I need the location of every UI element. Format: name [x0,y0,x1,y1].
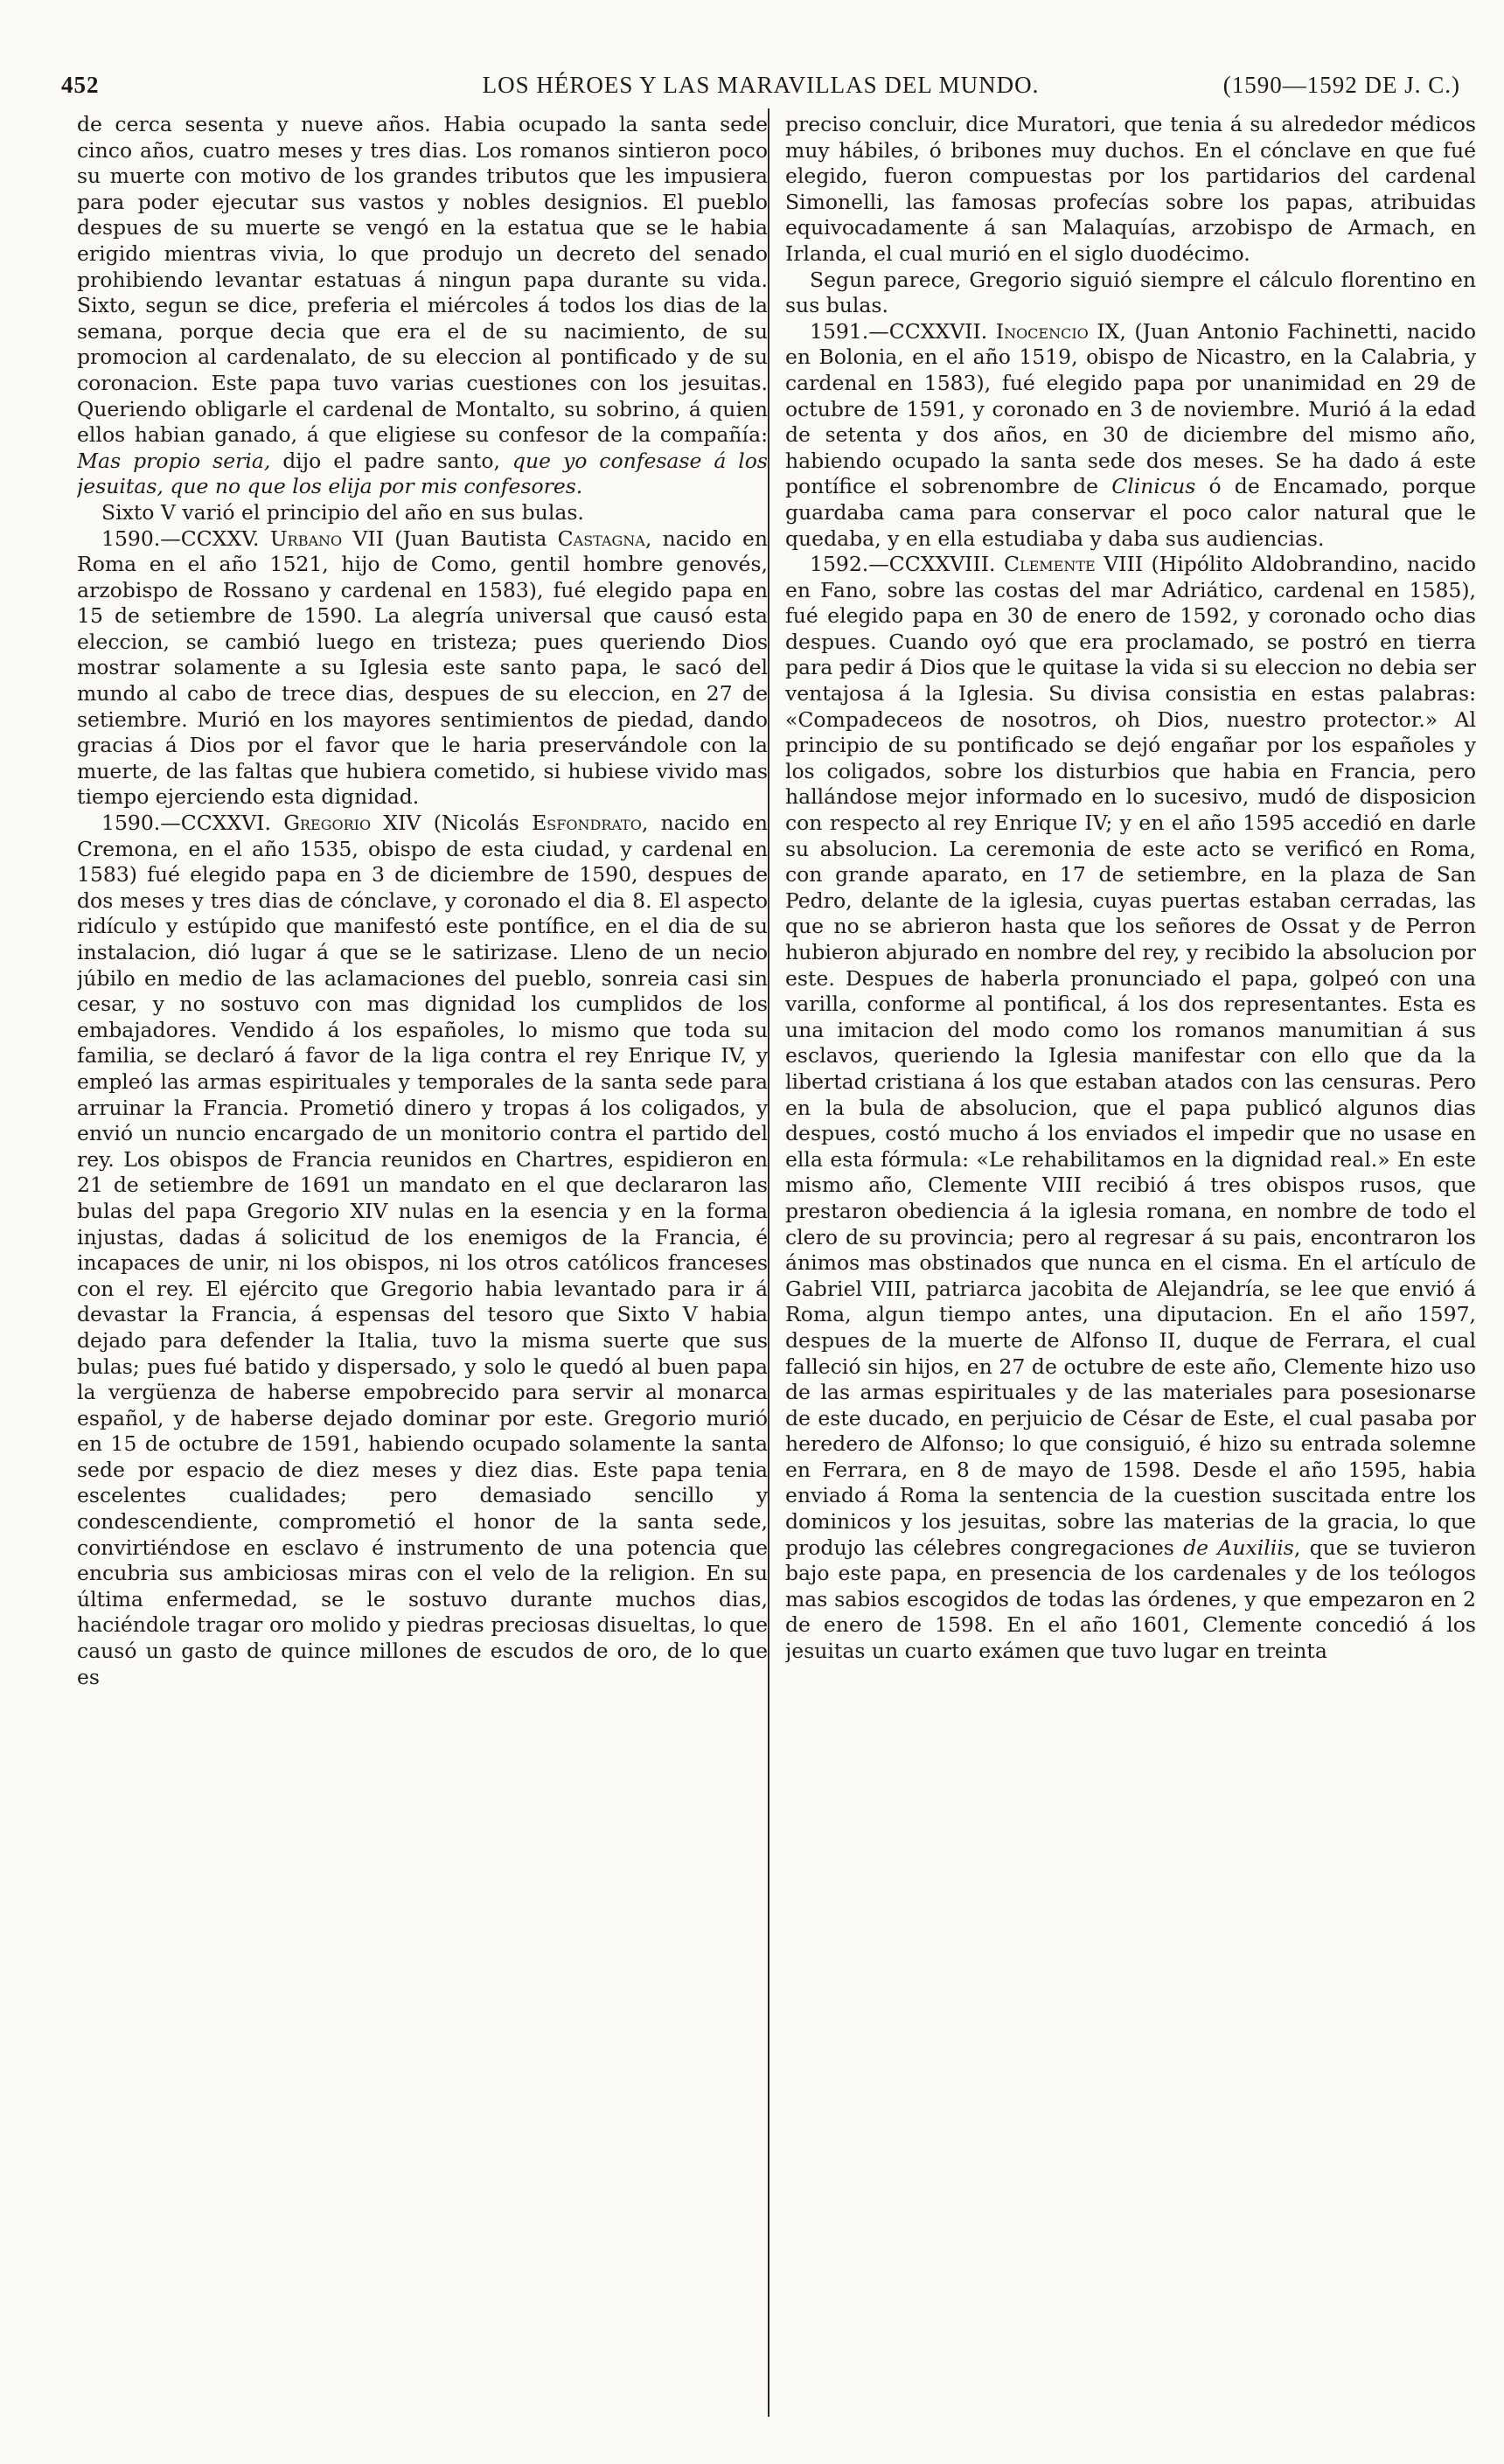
entry-number: 1591.—CCXXVII. [810,318,996,344]
entry-number: 1590.—CCXXVI. [101,811,284,836]
running-header [61,72,1460,107]
pope-name: Clemente VIII [1004,552,1144,577]
text-run: , nacido en Roma en el año 1521, hijo de Como, gentil hombre genovés, arzobispo de Rossano y cardenal en 1583), fué elegido papa en 15 de setiembre de 1590. La alegría universal que causó esta eleccion, se cambió luego en tristeza; pues queriendo Dios mostrar solamente a su Iglesia este santo papa, le sacó del mundo al cabo de trece dias, despues de su eleccion, en 27 de setiembre. Murió en los mayores sentimientos de piedad, dando gracias á Dios por el favor que le haria preservándole con la muerte, de las faltas que hubiera cometido, si hubiese vivido mas tiempo ejerciendo esta dignidad. [77,526,768,810]
quote: que yo confesase á los jesuitas, que no que los elija por mis confesores. [77,448,768,499]
nickname: Clinicus [1111,474,1196,499]
text-run: , nacido en Cremona, en el año 1535, obispo de esta ciudad, y cardenal en 1583) fué elegido papa en 3 de diciembre de 1590, despues de dos meses y tres dias de cónclave, y coronado el dia 8. El aspecto ridículo y estúpido que manifestó este pontífice, en el dia de su instalacion, dió lugar á que se le satirizase. Lleno de un necio júbilo en medio de las aclamaciones del pueblo, sonreia casi sin cesar, y no sostuvo con mas dignidad los cumplidos de los embajadores. Vendido á los españoles, lo mismo que toda su familia, se declaró á favor de la liga contra el rey Enrique IV, y empleó las armas espirituales y temporales de la santa sede para arruinar la Francia. Prometió dinero y tropas á los coligados, y envió un nuncio encargado de un monitorio contra el partido del rey. Los obispos de Francia reunidos en Chartres, espidieron en 21 de setiembre de 1691 un mandato en el que declararon las bulas del papa Gregorio XIV nulas en la esencia y en la forma injustas, dadas á solicitud de los enemigos de la Francia, é incapaces de unir, ni los obispos, ni los otros católicos franceses con el rey. El ejército que Gregorio habia levantado para ir á devastar la Francia, á espensas del tesoro que Sixto V habia dejado para defender la Italia, tuvo la misma suerte que sus bulas; pues fué batido y dispersado, y solo le quedó al buen papa la vergüenza de haberse empobrecido para servir al monarca español, y de haberse dejado dominar por este. Gregorio murió en 15 de octubre de 1591, habiendo ocupado solamente la santa sede por espacio de diez meses y diez dias. Este papa tenia escelentes cualidades; pero demasiado sencillo y condescendiente, comprometió el honor de la santa sede, convirtiéndose en esclavo é instrumento de una potencia que encubria sus ambiciosas miras con el velo de la religion. En su última enfermedad, se le sostuvo durante muchos dias, haciéndole tragar oro molido y piedras preciosas disueltas, lo que causó un gasto de quince millones de escudos de oro, de lo que es [77,811,768,1689]
text-run: ó de Encamado, porque guardaba cama para conservar el poco calor natural que le quedaba, y en ella estudiaba y daba sus audiencias. [785,474,1476,551]
text-run: (Hipólito Aldobrandino, nacido en Fano, sobre las costas del mar Adriático, cardenal en 1585), fué elegido papa en 30 de enero de 1592, y coronado ocho dias despues. Cuando oyó que era proclamado, se postró en tierra para pedir á Dios que le quitase la vida si su eleccion no debia ser ventajosa á la Iglesia. Su divisa consistia en estas palabras: «Compadeceos de nosotros, oh Dios, nuestro protector.» Al principio de su pontificado se dejó engañar por los españoles y los coligados, sobre los disturbios que habia en Francia, pero hallándose mejor informado en lo sucesivo, mudó de disposicion con respecto al rey Enrique IV; y en el año 1595 accedió en darle su absolucion. La ceremonia de este acto se verificó en Roma, con grande aparato, en 17 de setiembre, en la plaza de San Pedro, delante de la iglesia, cuyas puertas estaban cerradas, las que no se abrieron hasta que los señores de Ossat y de Perron hubieron abjurado en nombre del rey, y recibido la absolucion por este. Despues de haberla pronunciado el papa, golpeó con una varilla, conforme al pontifical, á los dos representantes. Esta es una imitacion del modo como los romanos manumitian á sus esclavos, queriendo la Iglesia manifestar con ello que da la libertad cristiana á los que estaban atados con las censuras. Pero en la bula de absolucion, que el papa publicó algunos dias despues, costó mucho á los enviados el impedir que no usase en ella esta fórmula: «Le rehabilitamos en la dignidad real.» En este mismo año, Clemente VIII recibió á tres obispos rusos, que prestaron obediencia á la iglesia romana, en nombre de todo el clero de su provincia; pero al regresar á su pais, encontraron los ánimos mas obstinados que nunca en el cisma. En el artículo de Gabriel VIII, patriarca jacobita de Alejandría, se lee que envió á Roma, algun tiempo antes, una diputacion. En el año 1597, despues de la muerte de Alfonso II, duque de Ferrara, el cual falleció sin hijos, en 27 de octubre de este año, Clemente hizo uso de las armas espirituales y de las materiales para posesionarse de este ducado, en perjuicio de César de Este, el cual pasaba por heredero de Alfonso; lo que consiguió, é hizo su entrada solemne en Ferrara, en 8 de mayo de 1598. Desde el año 1595, habia enviado á Roma la sentencia de la cuestion suscitada entre los dominicos y los jesuitas, sobre las materias de la gracia, lo que produjo las célebres congregaciones [785,552,1476,1560]
text-run: dijo el padre santo, [270,448,512,473]
entry-urbano-vii [77,526,768,811]
paragraph: Sixto V varió el principio del año en sus bulas. [101,499,584,525]
running-title: LOS HÉROES Y LAS MARAVILLAS DEL MUNDO. [482,72,1040,98]
paragraph [77,112,768,500]
pope-name: Gregorio XIV [283,811,421,836]
page-number: 452 [61,72,100,98]
text-run: , (Juan Antonio Fachinetti, nacido en Bolonia, en el año 1519, obispo de Nicastro, en la Calabria, y cardenal en 1583), fué elegido papa por unanimidad en 29 de octubre de 1591, y coronado en 3 de noviembre. Murió á la edad de setenta y dos años, en 30 de diciembre del mismo año, habiendo ocupado la santa sede dos meses. Se ha dado á este pontífice el sobrenombre de [785,318,1476,499]
quote: Mas propio seria, [77,448,271,473]
text-run: (Nicolás [421,811,533,836]
entry-gregorio-xiv [77,811,768,1690]
italic-term: de Auxiliis [1183,1535,1294,1560]
entry-number: 1592.—CCXXVIII. [810,552,1004,577]
column-divider [768,108,769,2417]
paragraph: preciso concluir, dice Muratori, que tenia á su alrededor médicos muy hábiles, ó bribones muy duchos. En el cónclave en que fué elegido, fueron compuestas por los partidarios del cardenal Simonelli, las famosas profecías sobre los papas, atribuidas equivocadamente á san Malaquías, arzobispo de Armach, en Irlanda, el cual murió en el siglo duodécimo. [785,112,1476,266]
pope-name: Urbano VII [269,526,384,551]
paragraph: Segun parece, Gregorio siguió siempre el cálculo florentino en sus bulas. [785,267,1476,318]
surname: Castagna [557,526,645,551]
year-range: (1590—1592 DE J. C.) [1222,72,1460,98]
text-run: de cerca sesenta y nueve años. Habia ocupado la santa sede cinco años, cuatro meses y tres dias. Los romanos sintieron poco su muerte con motivo de los grandes tributos que les impusiera para poder ejecutar sus vastos y nobles designios. El pueblo despues de su muerte se vengó en la estatua que se le habia erigido mientras vivia, lo que produjo un decreto del senado prohibiendo levantar estatuas á ningun papa durante su vida. Sixto, segun se dice, preferia el miércoles á todos los dias de la semana, porque decia que era el de su nacimiento, de su promocion al cardenalato, de su eleccion al pontificado y de su coronacion. Este papa tuvo varias cuestiones con los jesuitas. Queriendo obligarle el cardenal de Montalto, su sobrino, á quien ellos habian ganado, á que eligiese su confesor de la compañía: [77,112,768,448]
pope-name: Inocencio IX [995,318,1120,344]
entry-inocencio-ix [785,319,1476,552]
entry-clemente-viii [785,552,1476,1665]
right-column [785,112,1476,2420]
left-column [77,112,768,2420]
surname: Esfondrato [532,811,642,836]
text-run: , que se tuvieron bajo este papa, en presencia de los cardenales y de los teólogos mas sabios escogidos de todas las órdenes, y que empezaron en 2 de enero de 1598. En el año 1601, Clemente concedió á los jesuitas un cuarto exámen que tuvo lugar en treinta [785,1535,1476,1664]
text-run: (Juan Bautista [383,526,558,551]
entry-number: 1590.—CCXXV. [101,526,270,551]
